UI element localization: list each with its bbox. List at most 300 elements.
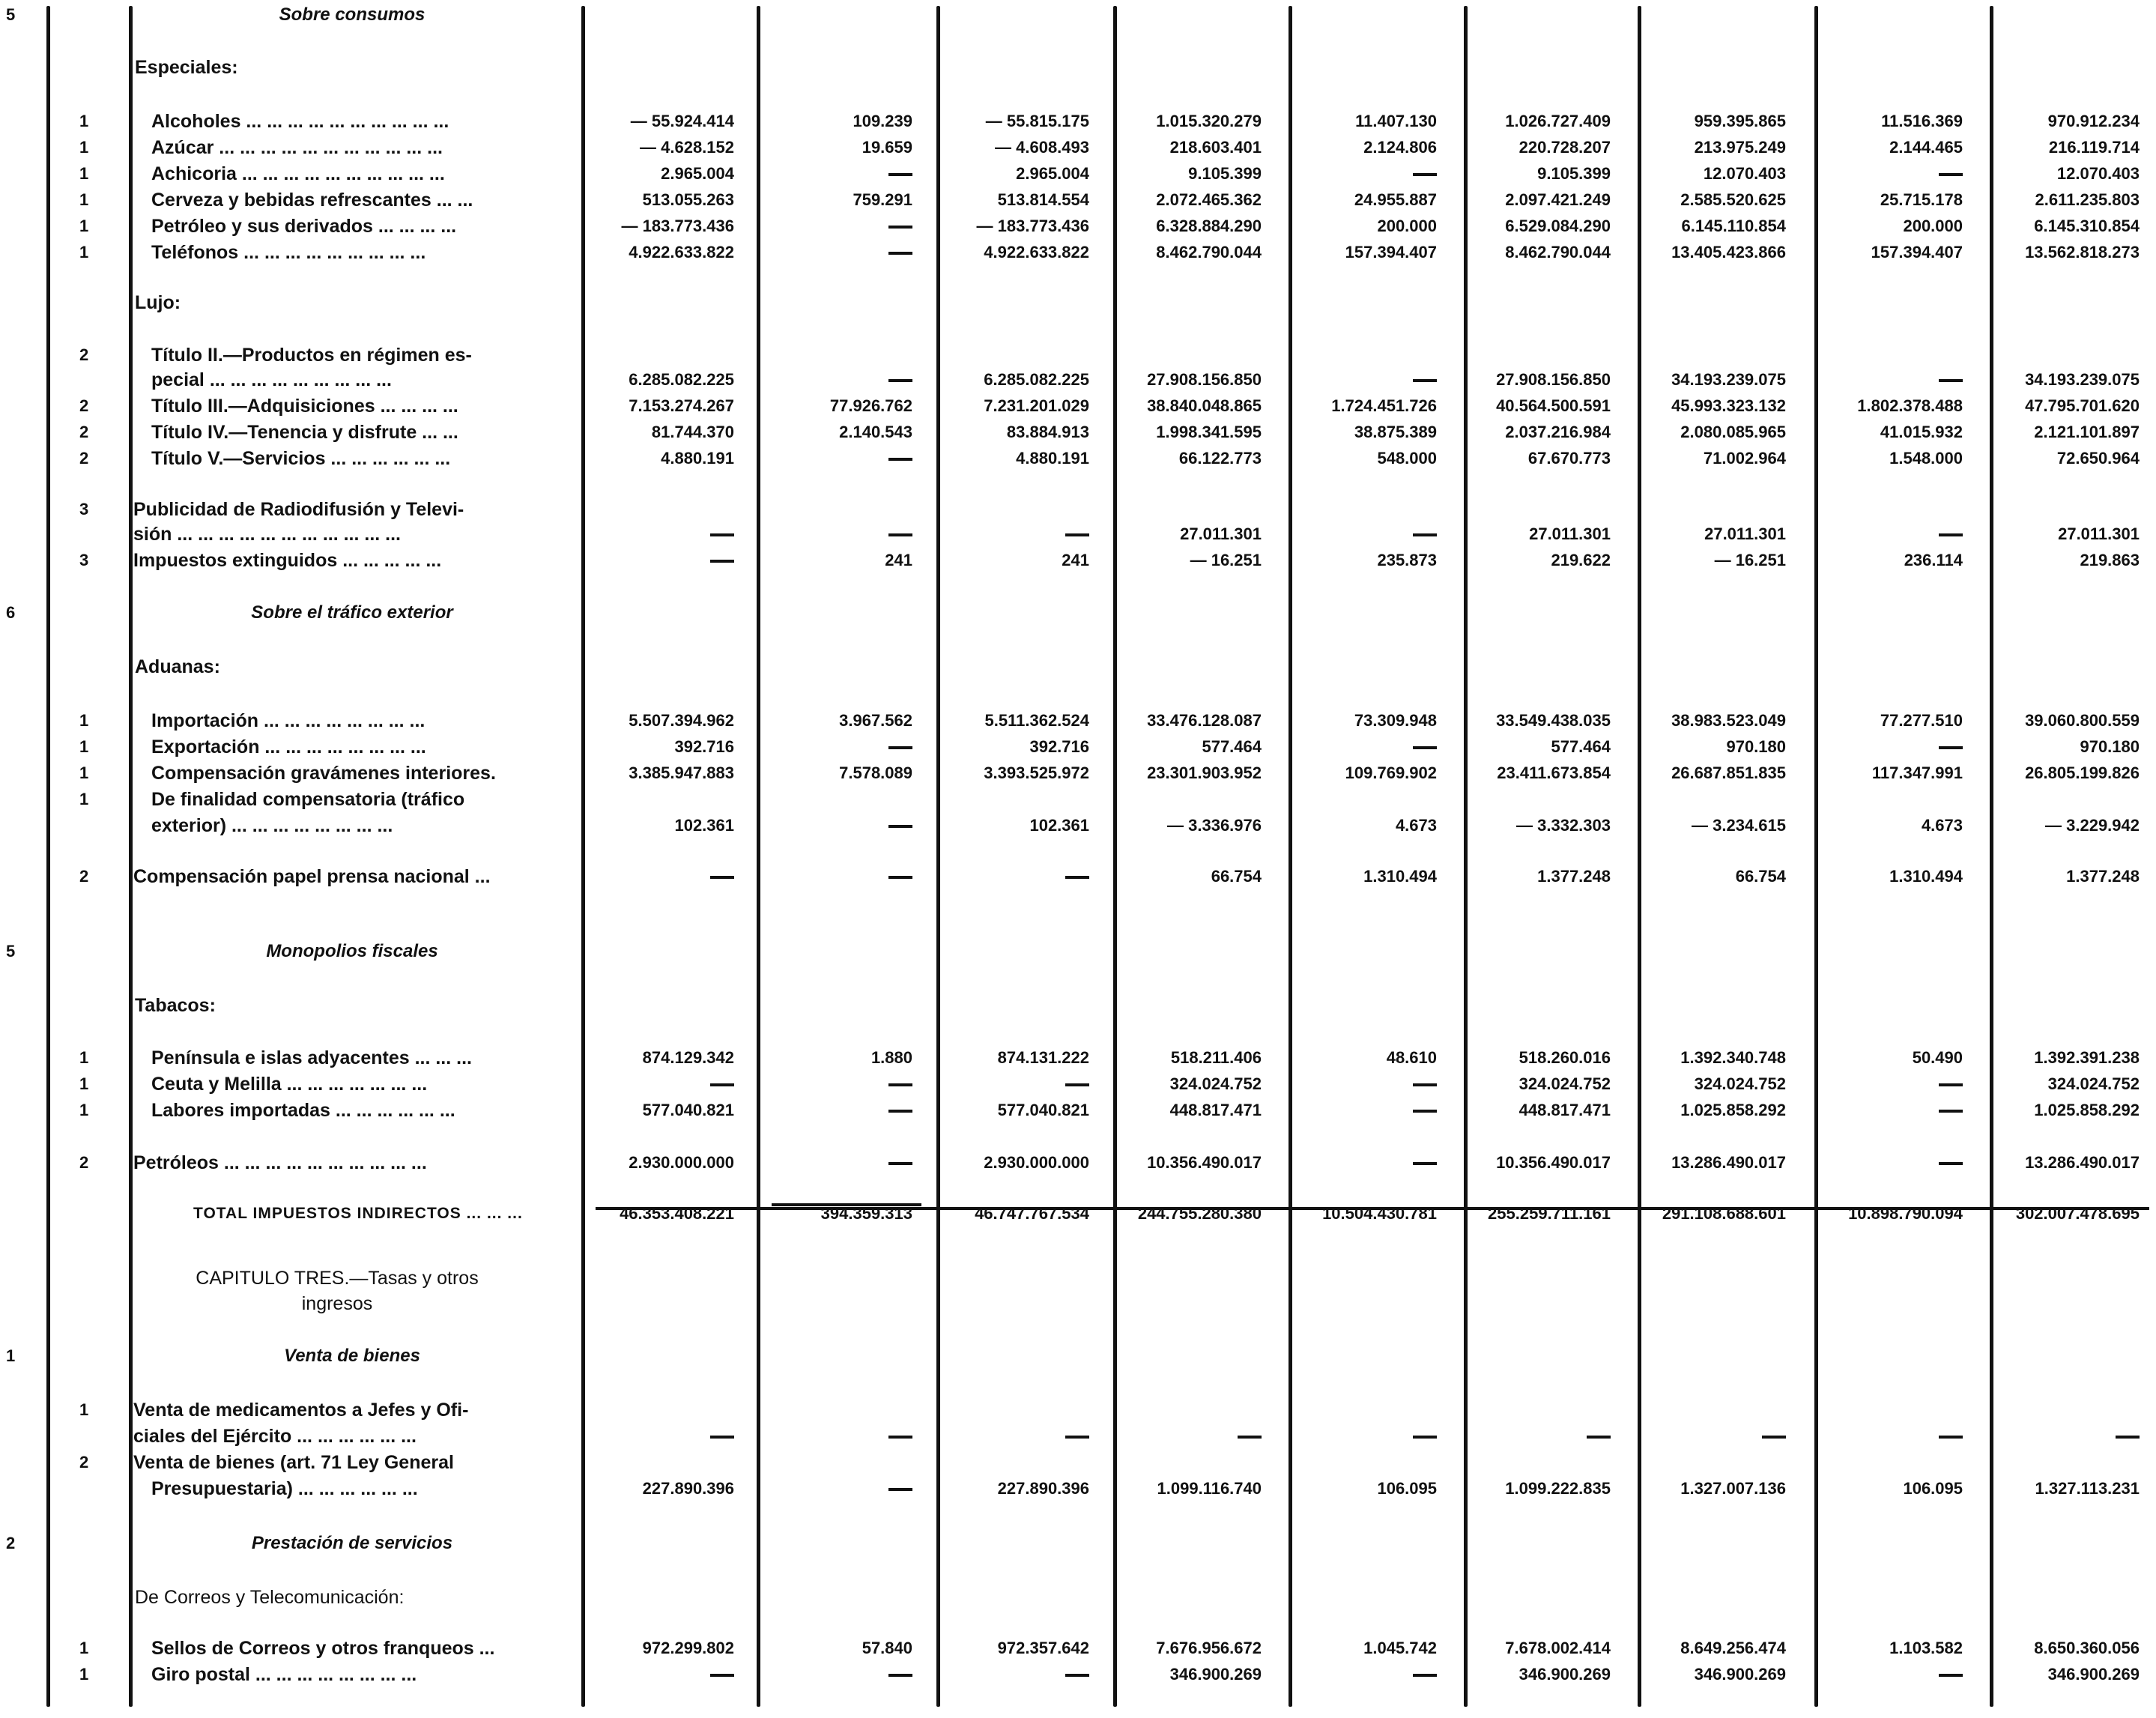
dash-mark <box>710 876 734 879</box>
value-cell: 67.670.773 <box>1527 449 1611 468</box>
row-code: 1 <box>79 1048 89 1067</box>
dash-mark <box>1065 876 1089 879</box>
value-cell: 72.650.964 <box>2056 449 2140 468</box>
value-cell: 513.814.554 <box>997 190 1089 209</box>
value-cell: 27.011.301 <box>1529 524 1611 543</box>
value-cell: 324.024.752 <box>2047 1074 2140 1093</box>
value-cell: 219.863 <box>2080 551 2140 569</box>
value-cell: 1.099.116.740 <box>1157 1479 1262 1498</box>
row-label: Publicidad de Radiodifusión y Televi- <box>133 499 464 520</box>
value-cell: 394.359.313 <box>820 1204 912 1223</box>
value-cell: 27.011.301 <box>1180 524 1262 543</box>
dash-mark <box>1413 746 1437 749</box>
value-cell: 9.105.399 <box>1537 164 1611 183</box>
row-label: Península e islas adyacentes ... ... ... <box>151 1047 472 1068</box>
value-cell: 236.114 <box>1904 551 1963 569</box>
value-cell: 346.900.269 <box>1518 1665 1611 1684</box>
value-cell: 45.993.323.132 <box>1671 396 1786 415</box>
section-heading: Prestación de servicios <box>251 1533 453 1553</box>
row-label: Título IV.—Tenencia y disfrute ... ... <box>151 422 458 443</box>
value-cell: 1.015.320.279 <box>1156 112 1262 130</box>
value-cell: 2.611.235.803 <box>2035 190 2140 209</box>
value-cell: 1.099.222.835 <box>1505 1479 1611 1498</box>
value-cell: 3.385.947.883 <box>629 763 734 782</box>
value-cell: 6.145.310.854 <box>2034 217 2140 235</box>
value-cell: 7.578.089 <box>839 763 912 782</box>
row-label: Petróleos ... ... ... ... ... ... ... ... ... ... <box>133 1152 427 1173</box>
row-code: 2 <box>79 867 89 886</box>
value-cell: 874.131.222 <box>997 1048 1089 1067</box>
value-dash <box>748 1071 912 1097</box>
value-cell: 71.002.964 <box>1703 449 1786 468</box>
dash-mark <box>1413 533 1437 536</box>
value-dash <box>748 1098 912 1123</box>
value-cell: 6.285.082.225 <box>629 370 734 389</box>
value-cell: 117.347.991 <box>1871 763 1963 782</box>
value-cell: 83.884.913 <box>1006 423 1089 441</box>
row-label: Alcoholes ... ... ... ... ... ... ... ... ... ... <box>151 111 449 132</box>
value-dash <box>924 1424 1089 1449</box>
value-dash <box>569 1662 734 1687</box>
value-dash <box>1272 1662 1437 1687</box>
value-cell: 244.755.280.380 <box>1137 1204 1262 1223</box>
value-cell: 4.673 <box>1395 816 1437 835</box>
value-cell: 1.880 <box>870 1048 912 1067</box>
row-label: pecial ... ... ... ... ... ... ... ... ... <box>151 369 392 390</box>
row-label: ciales del Ejército ... ... ... ... ... ... <box>133 1426 417 1447</box>
dash-mark <box>1238 1436 1262 1439</box>
row-label: sión ... ... ... ... ... ... ... ... ... ... ... <box>133 524 402 545</box>
row-code: 1 <box>79 243 89 261</box>
value-cell: 50.490 <box>1912 1048 1963 1067</box>
value-cell: 34.193.239.075 <box>2025 370 2140 389</box>
value-cell: 2.965.004 <box>1016 164 1089 183</box>
group-heading: De Correos y Telecomunicación: <box>135 1587 405 1608</box>
value-cell: 27.011.301 <box>2058 524 2140 543</box>
value-cell: 213.975.249 <box>1694 138 1786 157</box>
value-dash <box>569 1071 734 1097</box>
row-label: Teléfonos ... ... ... ... ... ... ... ... ... <box>151 242 426 263</box>
value-dash <box>1272 1071 1437 1097</box>
dash-mark <box>1413 1083 1437 1086</box>
value-cell: 26.805.199.826 <box>2025 763 2140 782</box>
section-code: 2 <box>6 1534 16 1552</box>
section-heading: Venta de bienes <box>284 1346 420 1366</box>
value-cell: 1.327.113.231 <box>2035 1479 2140 1498</box>
value-cell: 577.464 <box>1202 737 1262 756</box>
value-cell: — 4.608.493 <box>995 138 1089 157</box>
row-label: Impuestos extinguidos ... ... ... ... ... <box>133 550 442 571</box>
value-cell: 5.511.362.524 <box>984 711 1089 730</box>
value-cell: 66.754 <box>1735 867 1786 886</box>
dash-mark <box>888 226 912 229</box>
row-label: Cerveza y bebidas refrescantes ... ... <box>151 190 473 211</box>
column-rule <box>129 6 133 1707</box>
value-dash <box>1798 367 1963 393</box>
value-dash <box>748 1424 912 1449</box>
value-dash <box>569 864 734 889</box>
value-dash <box>748 240 912 265</box>
value-cell: 11.407.130 <box>1355 112 1437 130</box>
value-cell: 577.040.821 <box>997 1101 1089 1119</box>
section-code: 5 <box>6 942 16 961</box>
value-dash <box>1798 734 1963 760</box>
value-cell: 1.310.494 <box>1889 867 1963 886</box>
value-cell: 324.024.752 <box>1169 1074 1262 1093</box>
value-cell: 3.393.525.972 <box>984 763 1089 782</box>
value-dash <box>748 1662 912 1687</box>
value-cell: 2.072.465.362 <box>1156 190 1262 209</box>
value-cell: 448.817.471 <box>1518 1101 1611 1119</box>
dash-mark <box>888 1488 912 1491</box>
row-label: Sellos de Correos y otros franqueos ... <box>151 1638 495 1659</box>
value-cell: 970.180 <box>2080 737 2140 756</box>
row-label: Compensación gravámenes interiores. <box>151 763 496 784</box>
value-dash <box>924 521 1089 547</box>
dash-mark <box>1587 1436 1611 1439</box>
value-cell: 13.562.818.273 <box>2025 243 2140 261</box>
value-cell: 73.309.948 <box>1354 711 1437 730</box>
value-dash <box>1798 1662 1963 1687</box>
column-rule <box>46 6 50 1707</box>
dash-mark <box>888 1436 912 1439</box>
value-cell: 7.676.956.672 <box>1156 1639 1262 1657</box>
value-cell: 577.464 <box>1551 737 1611 756</box>
row-label: Presupuestaria) ... ... ... ... ... ... <box>151 1478 418 1499</box>
group-heading: Lujo: <box>135 292 181 313</box>
chapter-heading: ingresos <box>301 1293 373 1314</box>
row-label: Ceuta y Melilla ... ... ... ... ... ... ... <box>151 1074 428 1095</box>
row-code: 1 <box>79 737 89 756</box>
value-dash <box>1272 161 1437 187</box>
value-dash <box>1272 1424 1437 1449</box>
value-cell: 548.000 <box>1377 449 1437 468</box>
value-cell: 1.724.451.726 <box>1331 396 1437 415</box>
value-cell: 2.124.806 <box>1363 138 1437 157</box>
value-cell: 7.153.274.267 <box>629 396 734 415</box>
value-cell: 200.000 <box>1377 217 1437 235</box>
value-cell: — 183.773.436 <box>976 217 1089 235</box>
value-cell: — 16.251 <box>1714 551 1786 569</box>
dash-mark <box>888 173 912 176</box>
value-dash <box>1621 1424 1786 1449</box>
dash-mark <box>888 1162 912 1165</box>
value-dash <box>748 813 912 838</box>
value-cell: 1.548.000 <box>1889 449 1963 468</box>
group-heading: Especiales: <box>135 57 238 78</box>
group-heading: Tabacos: <box>135 995 216 1016</box>
value-cell: 11.516.369 <box>1881 112 1963 130</box>
dash-mark <box>710 1674 734 1677</box>
value-cell: 77.277.510 <box>1880 711 1963 730</box>
value-cell: 8.462.790.044 <box>1505 243 1611 261</box>
section-code: 1 <box>6 1346 16 1365</box>
value-cell: 24.955.887 <box>1354 190 1437 209</box>
value-dash <box>1272 1098 1437 1123</box>
dash-mark <box>888 1110 912 1113</box>
value-cell: 2.037.216.984 <box>1505 423 1611 441</box>
value-cell: 4.880.191 <box>661 449 734 468</box>
value-dash <box>1798 1424 1963 1449</box>
value-cell: 33.476.128.087 <box>1147 711 1262 730</box>
dash-mark <box>710 1083 734 1086</box>
value-cell: — 3.336.976 <box>1167 816 1262 835</box>
value-cell: 4.673 <box>1921 816 1963 835</box>
value-cell: 8.650.360.056 <box>2034 1639 2140 1657</box>
row-code: 2 <box>79 449 89 468</box>
value-cell: 1.310.494 <box>1363 867 1437 886</box>
row-label: Labores importadas ... ... ... ... ... ... <box>151 1100 455 1121</box>
row-code: 1 <box>79 190 89 209</box>
value-cell: 448.817.471 <box>1169 1101 1262 1119</box>
value-cell: 2.930.000.000 <box>629 1153 734 1172</box>
value-cell: 2.930.000.000 <box>984 1153 1089 1172</box>
value-cell: 972.299.802 <box>642 1639 734 1657</box>
value-cell: 3.967.562 <box>839 711 912 730</box>
row-code: 2 <box>79 1453 89 1472</box>
value-cell: 874.129.342 <box>642 1048 734 1067</box>
dash-mark <box>888 876 912 879</box>
value-cell: 46.353.408.221 <box>620 1204 734 1223</box>
value-cell: 346.900.269 <box>2047 1665 2140 1684</box>
value-cell: 57.840 <box>862 1639 912 1657</box>
chapter-heading: CAPITULO TRES.—Tasas y otros <box>196 1268 479 1289</box>
value-cell: 392.716 <box>1029 737 1089 756</box>
value-cell: 77.926.762 <box>829 396 912 415</box>
value-cell: 220.728.207 <box>1518 138 1611 157</box>
value-cell: 13.286.490.017 <box>1671 1153 1786 1172</box>
value-cell: 12.070.403 <box>1703 164 1786 183</box>
value-cell: — 16.251 <box>1190 551 1262 569</box>
value-cell: 27.908.156.850 <box>1147 370 1262 389</box>
value-cell: 9.105.399 <box>1188 164 1262 183</box>
value-cell: — 3.229.942 <box>2045 816 2140 835</box>
value-cell: 241 <box>1062 551 1089 569</box>
value-cell: 200.000 <box>1903 217 1963 235</box>
value-cell: 26.687.851.835 <box>1671 763 1786 782</box>
value-cell: 2.585.520.625 <box>1680 190 1786 209</box>
row-label: Azúcar ... ... ... ... ... ... ... ... ... ... ... <box>151 137 443 158</box>
row-code: 2 <box>79 423 89 441</box>
value-cell: 1.377.248 <box>1537 867 1611 886</box>
value-cell: 23.301.903.952 <box>1147 763 1262 782</box>
value-dash <box>748 161 912 187</box>
value-cell: 12.070.403 <box>2056 164 2140 183</box>
value-dash <box>1272 367 1437 393</box>
value-cell: 39.060.800.559 <box>2025 711 2140 730</box>
section-code: 6 <box>6 603 16 622</box>
value-dash <box>748 446 912 471</box>
dash-mark <box>1413 1674 1437 1677</box>
row-code: 1 <box>79 711 89 730</box>
dash-mark <box>888 825 912 828</box>
row-code: 1 <box>79 164 89 183</box>
value-cell: 2.080.085.965 <box>1680 423 1786 441</box>
value-dash <box>1798 1071 1963 1097</box>
value-dash <box>748 1476 912 1501</box>
value-cell: 1.327.007.136 <box>1680 1479 1786 1498</box>
value-cell: 1.377.248 <box>2066 867 2140 886</box>
value-cell: 66.754 <box>1211 867 1262 886</box>
value-cell: 227.890.396 <box>642 1479 734 1498</box>
value-cell: 10.356.490.017 <box>1147 1153 1262 1172</box>
value-cell: 972.357.642 <box>997 1639 1089 1657</box>
total-label: TOTAL IMPUESTOS INDIRECTOS ... ... ... <box>193 1205 523 1222</box>
dash-mark <box>1939 379 1963 382</box>
row-code: 1 <box>79 790 89 808</box>
group-heading: Aduanas: <box>135 656 220 677</box>
value-cell: 1.103.582 <box>1889 1639 1963 1657</box>
dash-mark <box>888 1083 912 1086</box>
dash-mark <box>888 533 912 536</box>
dash-mark <box>1413 1110 1437 1113</box>
value-cell: 970.912.234 <box>2047 112 2140 130</box>
value-cell: 1.025.858.292 <box>1680 1101 1786 1119</box>
row-code: 1 <box>79 138 89 157</box>
value-dash <box>1272 1150 1437 1176</box>
value-cell: 81.744.370 <box>651 423 734 441</box>
value-dash <box>924 1662 1089 1687</box>
value-cell: 1.392.340.748 <box>1680 1048 1786 1067</box>
dash-mark <box>888 1674 912 1677</box>
dash-mark <box>888 746 912 749</box>
dash-mark <box>1939 1162 1963 1165</box>
value-cell: 518.260.016 <box>1518 1048 1611 1067</box>
row-code: 1 <box>79 1101 89 1119</box>
value-cell: 2.965.004 <box>661 164 734 183</box>
row-label: De finalidad compensatoria (tráfico <box>151 789 465 810</box>
value-cell: 13.405.423.866 <box>1671 243 1786 261</box>
dash-mark <box>1939 746 1963 749</box>
row-code: 2 <box>79 396 89 415</box>
value-cell: 66.122.773 <box>1178 449 1262 468</box>
value-dash <box>748 734 912 760</box>
value-cell: 38.875.389 <box>1354 423 1437 441</box>
value-cell: 392.716 <box>674 737 734 756</box>
value-dash <box>1446 1424 1611 1449</box>
value-cell: 106.095 <box>1903 1479 1963 1498</box>
row-code: 1 <box>79 763 89 782</box>
value-cell: 227.890.396 <box>997 1479 1089 1498</box>
value-cell: 102.361 <box>674 816 734 835</box>
row-label: Título V.—Servicios ... ... ... ... ... ... <box>151 448 451 469</box>
value-cell: 10.898.790.094 <box>1848 1204 1963 1223</box>
dash-mark <box>888 458 912 461</box>
dash-mark <box>1939 1436 1963 1439</box>
row-label: Venta de bienes (art. 71 Ley General <box>133 1452 454 1473</box>
value-cell: 324.024.752 <box>1518 1074 1611 1093</box>
section-heading: Monopolios fiscales <box>266 941 438 961</box>
value-dash <box>1975 1424 2140 1449</box>
section-code: 5 <box>6 5 16 24</box>
value-cell: 241 <box>885 551 912 569</box>
value-cell: 346.900.269 <box>1694 1665 1786 1684</box>
value-cell: 102.361 <box>1029 816 1089 835</box>
row-label: Título II.—Productos en régimen es- <box>151 345 472 366</box>
row-label: Compensación papel prensa nacional ... <box>133 866 491 887</box>
value-cell: 6.145.110.854 <box>1681 217 1786 235</box>
value-cell: 47.795.701.620 <box>2025 396 2140 415</box>
value-cell: 216.119.714 <box>2048 138 2140 157</box>
value-cell: 10.504.430.781 <box>1322 1204 1437 1223</box>
value-cell: — 55.924.414 <box>630 112 734 130</box>
value-cell: 27.011.301 <box>1704 524 1786 543</box>
value-cell: 2.121.101.897 <box>2034 423 2140 441</box>
value-cell: — 55.815.175 <box>985 112 1089 130</box>
value-dash <box>748 1150 912 1176</box>
dash-mark <box>2116 1436 2140 1439</box>
dash-mark <box>1413 1436 1437 1439</box>
value-cell: 2.140.543 <box>839 423 912 441</box>
row-label: Giro postal ... ... ... ... ... ... ... ... <box>151 1664 417 1685</box>
value-dash <box>748 214 912 239</box>
dash-mark <box>1939 1674 1963 1677</box>
value-cell: 7.678.002.414 <box>1505 1639 1611 1657</box>
value-cell: 8.649.256.474 <box>1680 1639 1786 1657</box>
value-cell: 157.394.407 <box>1345 243 1437 261</box>
row-label: Petróleo y sus derivados ... ... ... ... <box>151 216 457 237</box>
value-cell: 106.095 <box>1377 1479 1437 1498</box>
value-dash <box>748 367 912 393</box>
value-cell: 235.873 <box>1377 551 1437 569</box>
value-dash <box>924 864 1089 889</box>
row-code: 2 <box>79 345 89 364</box>
value-cell: 109.239 <box>853 112 912 130</box>
value-cell: 302.007.478.695 <box>2015 1204 2140 1223</box>
value-dash <box>569 548 734 573</box>
value-cell: — 3.234.615 <box>1692 816 1786 835</box>
dash-mark <box>1413 173 1437 176</box>
dash-mark <box>888 379 912 382</box>
dash-mark <box>1413 1162 1437 1165</box>
value-cell: 46.747.767.534 <box>975 1204 1089 1223</box>
value-cell: 255.259.711.161 <box>1488 1204 1611 1223</box>
value-cell: 5.507.394.962 <box>629 711 734 730</box>
value-dash <box>1272 734 1437 760</box>
dash-mark <box>1939 1110 1963 1113</box>
value-dash <box>748 864 912 889</box>
value-cell: 1.045.742 <box>1363 1639 1437 1657</box>
value-cell: 577.040.821 <box>642 1101 734 1119</box>
dash-mark <box>1065 1436 1089 1439</box>
dash-mark <box>1762 1436 1786 1439</box>
value-cell: 1.025.858.292 <box>2034 1101 2140 1119</box>
row-label: Venta de medicamentos a Jefes y Ofi- <box>133 1400 469 1421</box>
dash-mark <box>1065 1674 1089 1677</box>
value-cell: 959.395.865 <box>1694 112 1786 130</box>
row-code: 2 <box>79 1153 89 1172</box>
value-dash <box>1798 1098 1963 1123</box>
value-cell: 1.392.391.238 <box>2034 1048 2140 1067</box>
value-cell: 1.998.341.595 <box>1156 423 1262 441</box>
row-label: Importación ... ... ... ... ... ... ... ... <box>151 710 426 731</box>
value-cell: 759.291 <box>853 190 912 209</box>
value-cell: — 4.628.152 <box>640 138 734 157</box>
value-cell: 109.769.902 <box>1345 763 1437 782</box>
value-cell: 346.900.269 <box>1169 1665 1262 1684</box>
dash-mark <box>710 533 734 536</box>
value-dash <box>569 521 734 547</box>
value-cell: 13.286.490.017 <box>2025 1153 2140 1172</box>
value-cell: 41.015.932 <box>1880 423 1963 441</box>
value-dash <box>569 1424 734 1449</box>
value-cell: 4.880.191 <box>1016 449 1089 468</box>
value-cell: — 183.773.436 <box>621 217 734 235</box>
dash-mark <box>710 1436 734 1439</box>
value-cell: 27.908.156.850 <box>1496 370 1611 389</box>
value-cell: 1.026.727.409 <box>1505 112 1611 130</box>
row-label: exterior) ... ... ... ... ... ... ... ... <box>151 815 393 836</box>
